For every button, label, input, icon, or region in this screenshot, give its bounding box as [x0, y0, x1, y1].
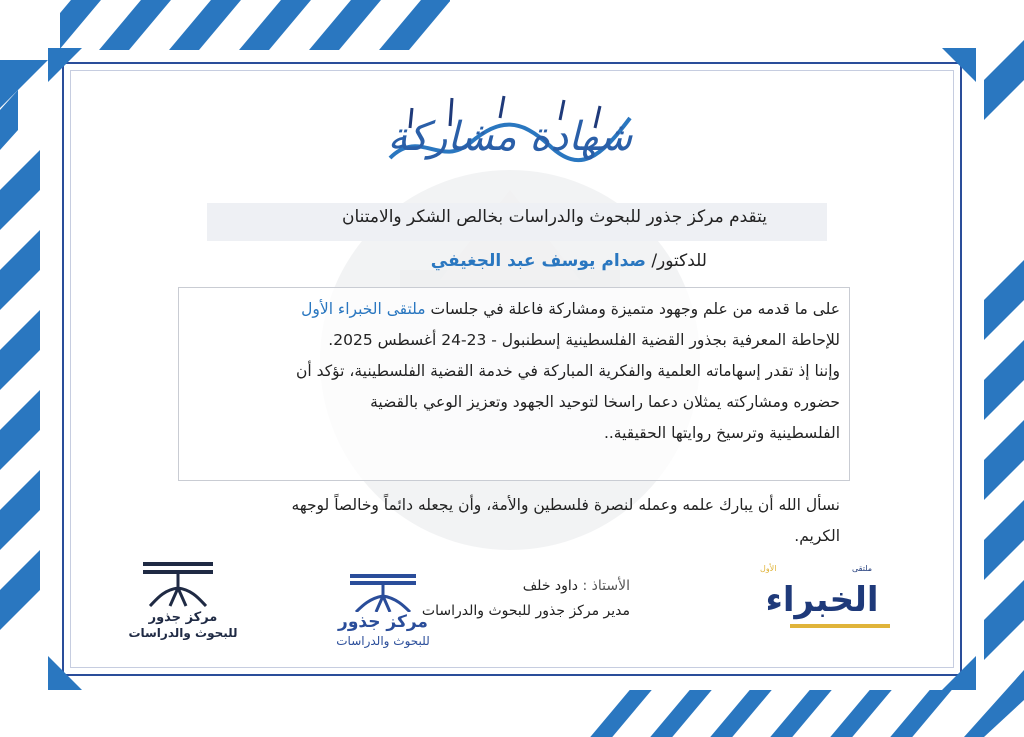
recipient-name: صدام يوسف عبد الجغيفي: [430, 251, 646, 271]
event-name-highlight: ملتقى الخبراء الأول: [301, 300, 426, 318]
roots-logo-icon-blue: [318, 568, 448, 612]
body-line-2: للإحاطة المعرفية بجذور القضية الفلسطينية إسطنبول - 23-24 أغسطس 2025.: [328, 331, 840, 349]
bottom-right-stripes: [590, 690, 990, 737]
body-line-1-text: على ما قدمه من علم وجهود متميزة ومشاركة فاعلة في جلسات: [425, 300, 840, 318]
left-side-stripes: [0, 0, 60, 737]
khubara-underline: [790, 624, 890, 628]
khubara-tag: الأول: [760, 564, 777, 573]
khubara-small: ملتقى: [852, 564, 873, 573]
signature-label: الأستاذ :: [582, 578, 630, 594]
thanks-line: يتقدم مركز جذور للبحوث والدراسات بخالص الشكر والامتنان: [341, 207, 767, 227]
judhoor-logo-middle: [318, 568, 448, 660]
signature-role: مدير مركز جذور للبحوث والدراسات: [421, 603, 630, 619]
calligraphy-text: شهادة مشاركة: [387, 114, 633, 160]
body-line-3: وإننا إذ تقدر إسهاماته العلمية والفكرية المباركة في خدمة القضية الفلسطينية، تؤكد أن: [295, 362, 840, 380]
logo-left-line-2: للبحوث والدراسات: [128, 626, 238, 640]
prayer-line-1: نسأل الله أن يبارك علمه وعمله لنصرة فلسطين والأمة، وأن يجعله دائماً وخالصاً لوجهه: [291, 496, 840, 514]
khubara-main: الخبراء: [765, 580, 879, 620]
right-side-stripes: [964, 0, 1024, 737]
recipient-line: [207, 251, 827, 271]
top-left-stripes: [20, 0, 450, 50]
body-line-5: الفلسطينية وترسيخ روايتها الحقيقية..: [603, 424, 840, 442]
prayer-text: [180, 490, 840, 552]
body-text: [188, 294, 848, 449]
logo-mid-line-2: للبحوث والدراسات: [336, 634, 430, 648]
recipient-prefix: للدكتور/: [651, 251, 707, 271]
signature-name: داود خلف: [522, 578, 579, 594]
prayer-line-2: الكريم.: [794, 527, 840, 545]
roots-logo-icon: [118, 558, 248, 608]
logo-mid-line-1: مركز جذور: [338, 612, 428, 632]
body-line-1: [188, 294, 840, 325]
logo-left-line-1: مركز جذور: [148, 610, 218, 625]
body-line-4: حضوره ومشاركته يمثلان دعما راسخا لتوحيد الجهود وتعزيز الوعي بالقضية: [370, 393, 840, 411]
certificate-title: [380, 88, 640, 178]
judhoor-logo-left: [118, 558, 248, 648]
